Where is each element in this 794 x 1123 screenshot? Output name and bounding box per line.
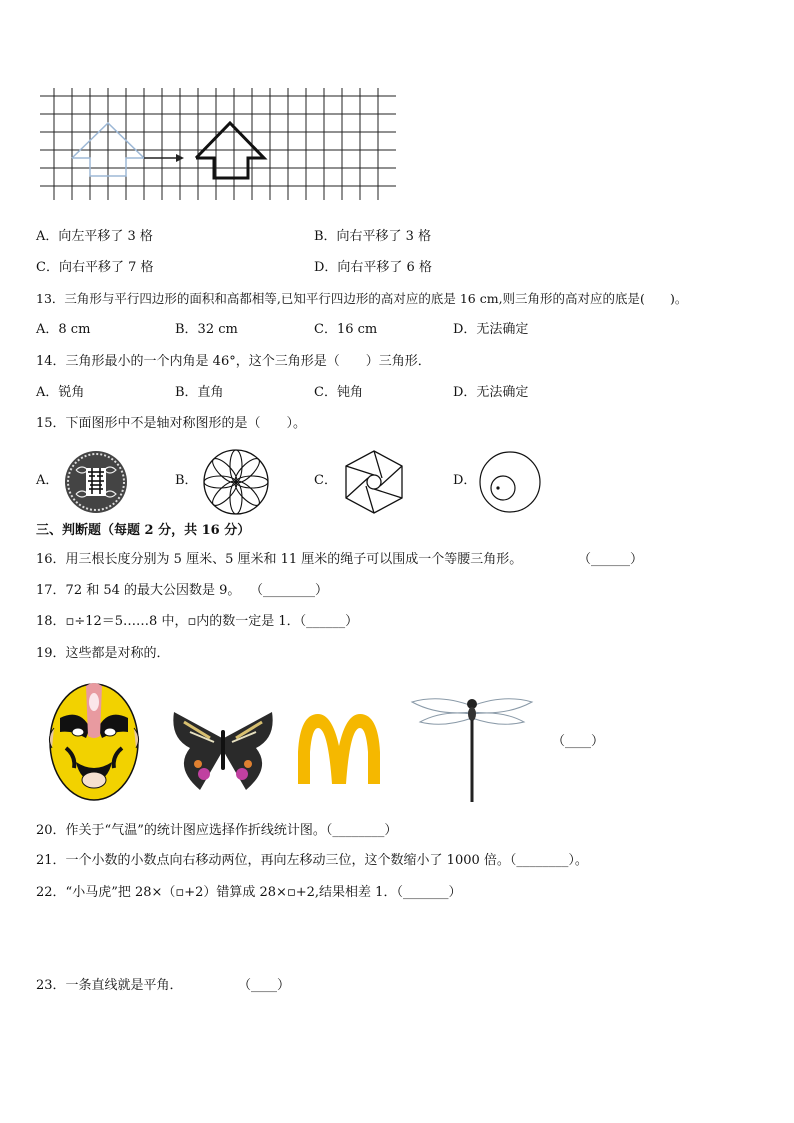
flower-rosette-icon (202, 448, 270, 516)
q13-option-c[interactable]: C．16 cm (314, 322, 378, 337)
q14-stem: 14．三角形最小的一个内角是 46°，这个三角形是（ ）三角形． (36, 354, 431, 369)
q12-option-d[interactable]: D．向右平移了 6 格 (314, 260, 432, 275)
nested-circles-icon (478, 450, 542, 514)
pinwheel-hexagon-icon (338, 448, 410, 516)
q14-option-d[interactable]: D．无法确定 (453, 385, 529, 400)
q16-stem: 16．用三根长度分别为 5 厘米、5 厘米和 11 厘米的绳子可以围成一个等腰三角形。 (36, 552, 523, 567)
q13-option-d[interactable]: D．无法确定 (453, 322, 529, 337)
golden-arches-logo (296, 712, 382, 784)
q14-option-c[interactable]: C．钝角 (314, 385, 363, 400)
q14-option-b[interactable]: B．直角 (175, 385, 224, 400)
q17-stem: 17．72 和 54 的最大公因数是 9。 (36, 583, 241, 598)
butterfly-icon (170, 708, 276, 794)
dragonfly-icon (410, 690, 534, 804)
q15-label-a[interactable]: A． (36, 473, 59, 488)
q15-label-b[interactable]: B． (175, 473, 198, 488)
q20-stem[interactable]: 20．作关于“气温”的统计图应选择作折线统计图。（________） (36, 823, 398, 838)
q17-answer-blank[interactable]: （________） (250, 583, 329, 598)
q23-answer-blank[interactable]: （____） (238, 978, 291, 993)
q19-answer-blank[interactable]: （____） (552, 734, 605, 749)
q12-option-b[interactable]: B．向右平移了 3 格 (314, 229, 432, 244)
q13-stem: 13．三角形与平行四边形的面积和高都相等,已知平行四边形的高对应的底是 16 cm,则三角形的高对应的底是( )。 (36, 291, 688, 306)
double-happiness-medallion-icon (64, 450, 128, 514)
q19-stem: 19．这些都是对称的． (36, 646, 170, 661)
opera-mask-icon (46, 678, 142, 802)
q15-label-d[interactable]: D． (453, 473, 477, 488)
q12-option-c[interactable]: C．向右平移了 7 格 (36, 260, 154, 275)
q12-option-a[interactable]: A．向左平移了 3 格 (36, 229, 153, 244)
q13-option-b[interactable]: B．32 cm (175, 322, 238, 337)
q21-stem[interactable]: 21．一个小数的小数点向右移动两位，再向左移动三位，这个数缩小了 1000 倍。（________）。 (36, 853, 588, 868)
translation-grid (40, 88, 400, 200)
q15-label-c[interactable]: C． (314, 473, 337, 488)
q23-stem: 23．一条直线就是平角． (36, 978, 183, 993)
q15-stem: 15．下面图形中不是轴对称图形的是（ ）。 (36, 416, 307, 431)
section-3-heading: 三、判断题（每题 2 分，共 16 分） (36, 523, 251, 538)
q13-option-a[interactable]: A．8 cm (36, 322, 91, 337)
q14-option-a[interactable]: A．锐角 (36, 385, 85, 400)
q18-stem[interactable]: 18．▫÷12＝5……8 中，▫内的数一定是 1．（______） (36, 614, 359, 629)
q22-stem[interactable]: 22．“小马虎”把 28×（▫+2）错算成 28×▫+2,结果相差 1．（_______） (36, 885, 462, 900)
q16-answer-blank[interactable]: （______） (578, 552, 644, 567)
